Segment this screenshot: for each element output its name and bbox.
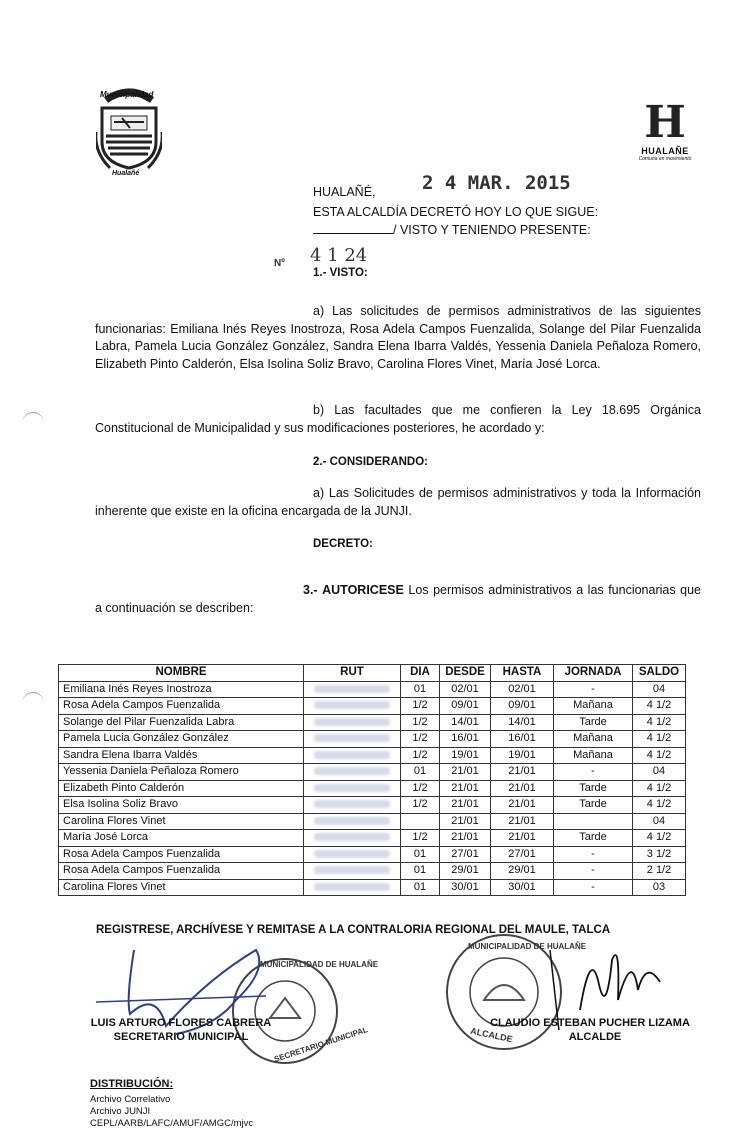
cell-hasta: 19/01 <box>491 747 554 764</box>
redaction-blur <box>314 718 390 726</box>
autoricese-text: Los permisos administrativos a las funcionarias que a continuación se describen: <box>95 583 701 615</box>
cell-rut-redacted <box>304 714 401 731</box>
cell-dia: 01 <box>401 764 440 781</box>
visto-b-paragraph <box>95 402 701 437</box>
signatory-right-title: ALCALDE <box>568 1031 622 1043</box>
redaction-blur <box>314 685 390 693</box>
brand-tagline: Comuna en movimiento <box>638 156 692 162</box>
cell-desde: 14/01 <box>440 714 491 731</box>
cell-nombre: Carolina Flores Vinet <box>59 879 304 896</box>
table-row <box>59 764 686 781</box>
redaction-blur <box>314 734 390 742</box>
cell-nombre: Carolina Flores Vinet <box>59 813 304 830</box>
cell-jornada: Tarde <box>554 714 633 731</box>
cell-saldo: 4 1/2 <box>633 698 686 715</box>
redaction-blur <box>314 833 390 841</box>
blank-line <box>313 222 393 234</box>
cell-dia: 1/2 <box>401 714 440 731</box>
permissions-table <box>58 664 686 896</box>
decreto-title: DECRETO: <box>313 538 373 550</box>
cell-hasta: 21/01 <box>491 830 554 847</box>
cell-jornada: - <box>554 846 633 863</box>
cell-rut-redacted <box>304 731 401 748</box>
considerando-a-text: Las Solicitudes de permisos administrativos y toda la Información inherente que existe en la oficina encargada de la JUNJI. <box>95 486 701 518</box>
punch-hole-mark <box>22 692 44 715</box>
table-row <box>59 797 686 814</box>
cell-hasta: 09/01 <box>491 698 554 715</box>
punch-hole-mark <box>22 412 44 435</box>
redaction-blur <box>314 883 390 891</box>
cell-hasta: 02/01 <box>491 681 554 698</box>
cell-desde: 27/01 <box>440 846 491 863</box>
table-row <box>59 731 686 748</box>
cell-nombre: Emiliana Inés Reyes Inostroza <box>59 681 304 698</box>
cell-rut-redacted <box>304 846 401 863</box>
cell-desde: 21/01 <box>440 813 491 830</box>
cell-saldo: 4 1/2 <box>633 830 686 847</box>
cell-rut-redacted <box>304 764 401 781</box>
table-row <box>59 714 686 731</box>
cell-jornada: Mañana <box>554 731 633 748</box>
cell-dia: 1/2 <box>401 731 440 748</box>
cell-desde: 21/01 <box>440 780 491 797</box>
cell-saldo: 4 1/2 <box>633 797 686 814</box>
cell-hasta: 21/01 <box>491 764 554 781</box>
seal-left-bottom: SECRETARIO MUNICIPAL <box>273 1025 369 1064</box>
cell-desde: 21/01 <box>440 830 491 847</box>
cell-jornada: - <box>554 863 633 880</box>
redaction-blur <box>314 850 390 858</box>
cell-rut-redacted <box>304 698 401 715</box>
distribucion-line: Archivo Correlativo <box>90 1094 171 1105</box>
considerando-a-label: a) <box>313 486 325 500</box>
cell-dia: 1/2 <box>401 698 440 715</box>
cell-hasta: 29/01 <box>491 863 554 880</box>
cell-hasta: 14/01 <box>491 714 554 731</box>
col-nombre: NOMBRE <box>59 665 304 682</box>
cell-nombre: Elizabeth Pinto Calderón <box>59 780 304 797</box>
cell-jornada: Mañana <box>554 698 633 715</box>
cell-jornada <box>554 813 633 830</box>
autoricese-paragraph <box>95 582 701 617</box>
redaction-blur <box>314 817 390 825</box>
redaction-blur <box>314 767 390 775</box>
visto-a-paragraph <box>95 303 701 373</box>
col-rut: RUT <box>304 665 401 682</box>
redaction-blur <box>314 866 390 874</box>
cell-rut-redacted <box>304 813 401 830</box>
cell-nombre: Rosa Adela Campos Fuenzalida <box>59 846 304 863</box>
cell-saldo: 2 1/2 <box>633 863 686 880</box>
table-row <box>59 780 686 797</box>
table-row <box>59 813 686 830</box>
table-row <box>59 747 686 764</box>
signatory-left-name: LUIS ARTURO FLORES CABRERA <box>90 1017 272 1029</box>
cell-rut-redacted <box>304 681 401 698</box>
header-line-1: ESTA ALCALDÍA DECRETÓ HOY LO QUE SIGUE: <box>313 205 599 219</box>
cell-nombre: Sandra Elena Ibarra Valdés <box>59 747 304 764</box>
cell-rut-redacted <box>304 797 401 814</box>
distribucion-line: CEPL/AARB/LAFC/AMUF/AMGC/mjvc <box>90 1118 254 1129</box>
cell-dia: 01 <box>401 846 440 863</box>
seal-right-top: MUNICIPALIDAD DE HUALAÑE <box>468 942 587 951</box>
table-row <box>59 681 686 698</box>
cell-dia: 1/2 <box>401 780 440 797</box>
cell-saldo: 3 1/2 <box>633 846 686 863</box>
cell-dia: 1/2 <box>401 797 440 814</box>
distribucion-title: DISTRIBUCIÓN: <box>90 1078 174 1090</box>
cell-saldo: 4 1/2 <box>633 731 686 748</box>
autoricese-keyword: AUTORICESE <box>322 583 404 597</box>
redaction-blur <box>314 751 390 759</box>
crest-name: Municipalidad <box>100 90 154 99</box>
col-jornada: JORNADA <box>554 665 633 682</box>
cell-jornada: Tarde <box>554 797 633 814</box>
signatory-left-title: SECRETARIO MUNICIPAL <box>113 1031 249 1043</box>
cell-nombre: Solange del Pilar Fuenzalida Labra <box>59 714 304 731</box>
distribucion-line: Archivo JUNJI <box>90 1106 151 1117</box>
cell-dia: 1/2 <box>401 747 440 764</box>
cell-desde: 09/01 <box>440 698 491 715</box>
cell-dia: 01 <box>401 681 440 698</box>
header-line-2-text: / VISTO Y TENIENDO PRESENTE: <box>393 223 591 237</box>
table-row <box>59 830 686 847</box>
cell-jornada: - <box>554 879 633 896</box>
cell-jornada: - <box>554 764 633 781</box>
cell-saldo: 4 1/2 <box>633 714 686 731</box>
cell-hasta: 30/01 <box>491 879 554 896</box>
redaction-blur <box>314 701 390 709</box>
visto-title: 1.- VISTO: <box>313 267 368 279</box>
table-row <box>59 863 686 880</box>
visto-b-label: b) <box>313 403 325 417</box>
cell-hasta: 21/01 <box>491 797 554 814</box>
cell-dia: 01 <box>401 863 440 880</box>
table-row <box>59 879 686 896</box>
cell-saldo: 04 <box>633 813 686 830</box>
brand-name: HUALAÑE <box>641 146 689 156</box>
cell-dia: 1/2 <box>401 830 440 847</box>
considerando-a-paragraph <box>95 485 701 520</box>
redaction-blur <box>314 784 390 792</box>
considerando-title: 2.- CONSIDERANDO: <box>313 456 429 468</box>
col-saldo: SALDO <box>633 665 686 682</box>
crest-place: Hualañé <box>112 170 140 177</box>
cell-jornada: Tarde <box>554 780 633 797</box>
cell-rut-redacted <box>304 830 401 847</box>
visto-a-label: a) <box>313 304 325 318</box>
col-desde: DESDE <box>440 665 491 682</box>
cell-desde: 29/01 <box>440 863 491 880</box>
visto-a-text: Las solicitudes de permisos administrativos de las siguientes funcionarias: Emiliana Inés Reyes Inostroza, Rosa Adela Campos Fuenzalida, Solange del Pilar Fuenzalida Labra, Pamela Lucia González González, Sandra Elena Ibarra Valdés, Yessenia Daniela Peñaloza Romero, Elizabeth Pinto Calderón, Elsa Isolina Soliz Bravo, Carolina Flores Vinet, María José Lorca. <box>95 304 701 371</box>
header-line-2 <box>313 222 591 237</box>
cell-nombre: María José Lorca <box>59 830 304 847</box>
cell-dia <box>401 813 440 830</box>
signatory-right-name: CLAUDIO ESTEBAN PUCHER LIZAMA <box>490 1017 690 1029</box>
col-hasta: HASTA <box>491 665 554 682</box>
cell-hasta: 27/01 <box>491 846 554 863</box>
hualane-brand-logo <box>632 97 698 178</box>
cell-rut-redacted <box>304 879 401 896</box>
cell-desde: 16/01 <box>440 731 491 748</box>
table-header-row <box>59 665 686 682</box>
cell-jornada: Mañana <box>554 747 633 764</box>
cell-saldo: 04 <box>633 681 686 698</box>
cell-saldo: 4 1/2 <box>633 780 686 797</box>
cell-desde: 19/01 <box>440 747 491 764</box>
cell-hasta: 21/01 <box>491 780 554 797</box>
hualane-brand-logo-icon: H <box>644 97 686 148</box>
cell-saldo: 4 1/2 <box>633 747 686 764</box>
autoricese-number: 3.- <box>303 583 318 597</box>
seal-right-bottom: ALCALDE <box>469 1025 514 1045</box>
cell-desde: 02/01 <box>440 681 491 698</box>
date-stamp: 2 4 MAR. 2015 <box>422 172 571 194</box>
seal-left-top: MUNICIPALIDAD DE HUALAÑE <box>260 960 379 969</box>
cell-hasta: 21/01 <box>491 813 554 830</box>
cell-rut-redacted <box>304 863 401 880</box>
cell-desde: 30/01 <box>440 879 491 896</box>
place-label: HUALAÑÉ, <box>313 185 376 199</box>
cell-nombre: Elsa Isolina Soliz Bravo <box>59 797 304 814</box>
cell-desde: 21/01 <box>440 797 491 814</box>
signature-scribble-icon <box>520 930 690 1030</box>
decree-prefix: Nº <box>274 258 285 269</box>
registrese-line: REGISTRESE, ARCHÍVESE Y REMITASE A LA CONTRALORIA REGIONAL DEL MAULE, TALCA <box>96 924 611 936</box>
decree-number: 4 1 24 <box>310 245 368 266</box>
cell-jornada: - <box>554 681 633 698</box>
cell-nombre: Pamela Lucia González González <box>59 731 304 748</box>
cell-saldo: 04 <box>633 764 686 781</box>
cell-desde: 21/01 <box>440 764 491 781</box>
cell-nombre: Yessenia Daniela Peñaloza Romero <box>59 764 304 781</box>
visto-b-text: Las facultades que me confieren la Ley 18.695 Orgánica Constitucional de Municipalidad y sus modificaciones posteriores, he acordado y: <box>95 403 701 435</box>
cell-nombre: Rosa Adela Campos Fuenzalida <box>59 698 304 715</box>
cell-saldo: 03 <box>633 879 686 896</box>
col-dia: DIA <box>401 665 440 682</box>
cell-rut-redacted <box>304 780 401 797</box>
redaction-blur <box>314 800 390 808</box>
table-row <box>59 846 686 863</box>
table-row <box>59 698 686 715</box>
cell-jornada: Tarde <box>554 830 633 847</box>
cell-rut-redacted <box>304 747 401 764</box>
cell-dia: 01 <box>401 879 440 896</box>
cell-hasta: 16/01 <box>491 731 554 748</box>
cell-nombre: Rosa Adela Campos Fuenzalida <box>59 863 304 880</box>
